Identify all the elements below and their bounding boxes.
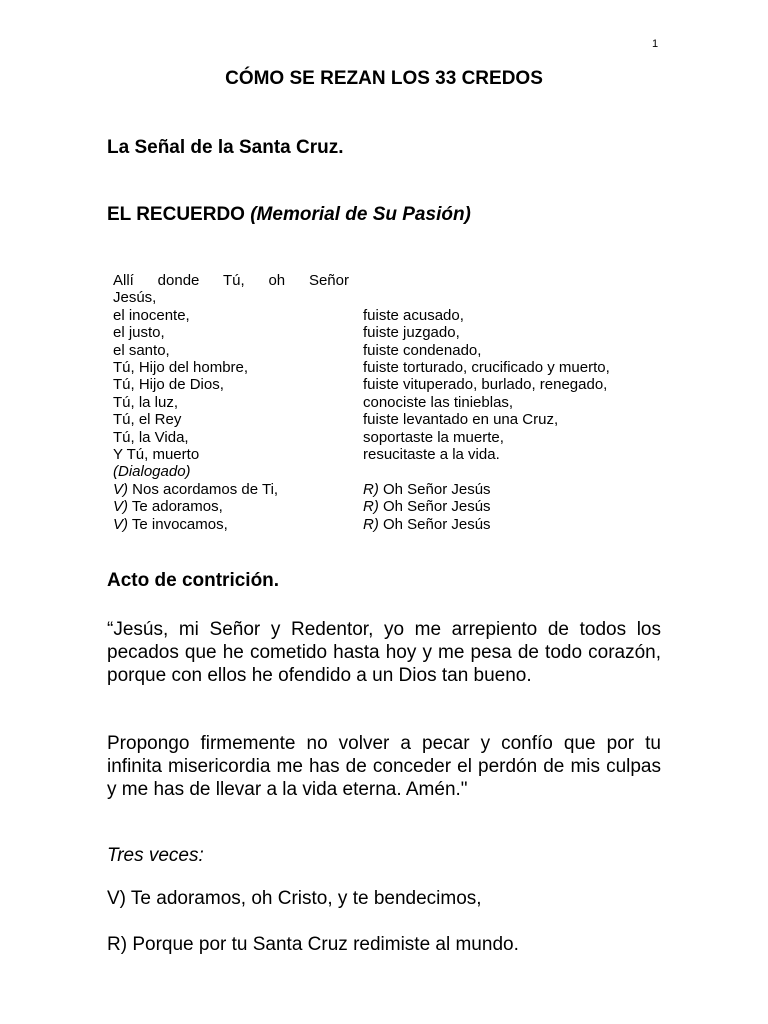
litany-right: fuiste condenado, xyxy=(363,341,482,359)
litany-row xyxy=(113,463,658,480)
dialog-row xyxy=(113,498,658,515)
v-label: V) xyxy=(113,498,128,516)
r-label: R) xyxy=(363,480,379,498)
dialog-versicle xyxy=(113,481,349,498)
page-number: 1 xyxy=(652,38,659,50)
v-label: V) xyxy=(113,515,128,533)
litany-row xyxy=(113,446,658,463)
litany-right: conociste las tinieblas, xyxy=(363,393,514,411)
dialog-versicle xyxy=(113,516,349,533)
litany-left: el santo, xyxy=(113,341,170,359)
litany-row xyxy=(113,289,658,306)
dialog-versicle xyxy=(113,498,349,515)
litany-right: fuiste acusado, xyxy=(363,306,464,324)
litany-left: Tú, Hijo del hombre, xyxy=(113,359,249,377)
litany-row xyxy=(113,272,658,289)
dialog-response xyxy=(363,498,491,515)
litany-first-line: Allí donde Tú, oh Señor xyxy=(113,272,349,289)
litany-left: Tú, Hijo de Dios, xyxy=(113,376,224,394)
litany-row xyxy=(113,342,658,359)
response-line: R) Porque por tu Santa Cruz redimiste al mundo. xyxy=(107,934,519,955)
v-text: Nos acordamos de Ti, xyxy=(128,480,279,498)
versicle-line: V) Te adoramos, oh Cristo, y te bendecimos, xyxy=(107,888,482,909)
litany-left: Jesús, xyxy=(113,289,157,307)
heading-recuerdo xyxy=(107,204,471,226)
r-text: Oh Señor Jesús xyxy=(378,515,491,533)
litany-table xyxy=(113,272,658,533)
dialog-row xyxy=(113,481,658,498)
litany-row xyxy=(113,307,658,324)
litany-right: fuiste vituperado, burlado, renegado, xyxy=(363,376,608,394)
dialog-response xyxy=(363,481,491,498)
dialog-response xyxy=(363,516,491,533)
r-label: R) xyxy=(363,498,379,516)
contrition-paragraph-1: “Jesús, mi Señor y Redentor, yo me arrepiento de todos los pecados que he cometido hasta hoy y me pesa de todo corazón, porque con ellos he ofendido a un Dios tan bueno. xyxy=(107,619,661,686)
r-label: R) xyxy=(363,515,379,533)
litany-right: fuiste juzgado, xyxy=(363,324,460,342)
litany-right: resucitaste a la vida. xyxy=(363,446,500,464)
heading-recuerdo-sub: (Memorial de Su Pasión) xyxy=(250,204,471,225)
litany-left xyxy=(113,272,349,289)
litany-left: el inocente, xyxy=(113,306,190,324)
v-text: Te invocamos, xyxy=(128,515,228,533)
heading-recuerdo-main: EL RECUERDO xyxy=(107,204,245,225)
tres-veces: Tres veces: xyxy=(107,845,204,866)
dialogado-label: (Dialogado) xyxy=(113,463,191,481)
v-text: Te adoramos, xyxy=(128,498,223,516)
page-title: CÓMO SE REZAN LOS 33 CREDOS xyxy=(225,68,543,89)
litany-row xyxy=(113,411,658,428)
litany-row xyxy=(113,324,658,341)
litany-left: Tú, la Vida, xyxy=(113,428,189,446)
litany-right: soportaste la muerte, xyxy=(363,428,504,446)
litany-right: fuiste levantado en una Cruz, xyxy=(363,411,559,429)
litany-row xyxy=(113,376,658,393)
litany-left: Y Tú, muerto xyxy=(113,446,200,464)
litany-left: Tú, la luz, xyxy=(113,393,179,411)
r-text: Oh Señor Jesús xyxy=(378,498,491,516)
heading-senal: La Señal de la Santa Cruz. xyxy=(107,137,344,158)
heading-acto: Acto de contrición. xyxy=(107,570,280,591)
litany-row xyxy=(113,359,658,376)
contrition-paragraph-2: Propongo firmemente no volver a pecar y confío que por tu infinita misericordia me has de conceder el perdón de mis culpas y me has de llevar a la vida eterna. Amén." xyxy=(107,733,661,800)
litany-left: el justo, xyxy=(113,324,165,342)
dialog-row xyxy=(113,516,658,533)
litany-row xyxy=(113,429,658,446)
litany-left: Tú, el Rey xyxy=(113,411,182,429)
litany-row xyxy=(113,394,658,411)
litany-right: fuiste torturado, crucificado y muerto, xyxy=(363,359,610,377)
r-text: Oh Señor Jesús xyxy=(378,480,491,498)
v-label: V) xyxy=(113,480,128,498)
